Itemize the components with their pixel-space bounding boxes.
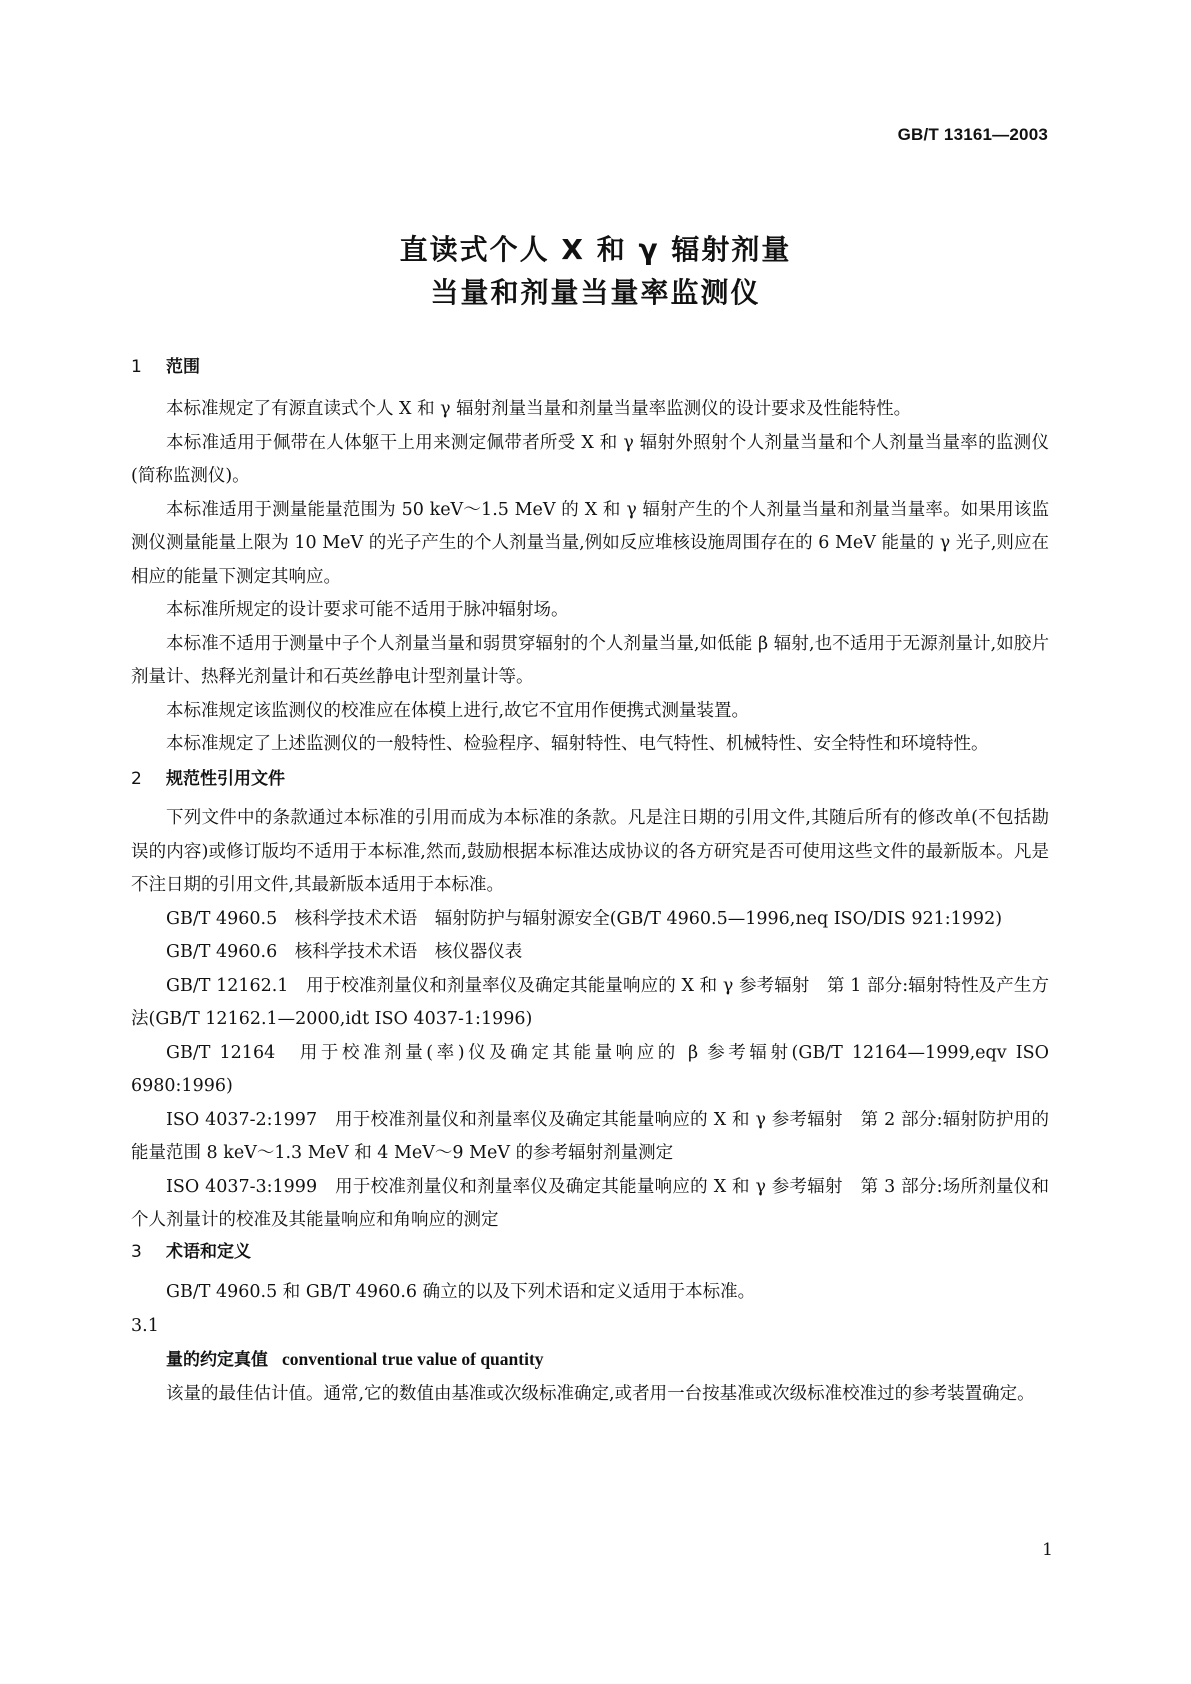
paragraph: 本标准适用于测量能量范围为 50 keV～1.5 MeV 的 X 和 γ 辐射产生的个人剂量当量和剂量当量率。如果用该监测仪测量能量上限为 10 MeV 的光子产生的个人剂量当量,例如反应堆核设施周围存在的 6 MeV 能量的 γ 光子,则应在相应的能量下测定其响应。 bbox=[131, 499, 1049, 587]
clause-number: 3.1 bbox=[131, 1315, 159, 1336]
document-title-line-2: 当量和剂量当量率监测仪 bbox=[430, 276, 761, 309]
term-definition: 该量的最佳估计值。通常,它的数值由基准或次级标准确定,或者用一台按基准或次级标准校准过的参考装置确定。 bbox=[166, 1383, 1035, 1404]
paragraph: 下列文件中的条款通过本标准的引用而成为本标准的条款。凡是注日期的引用文件,其随后所有的修改单(不包括勘误的内容)或修订版均不适用于本标准,然而,鼓励根据本标准达成协议的各方研究是否可使用这些文件的最新版本。凡是不注日期的引用文件,其最新版本适用于本标准。 bbox=[131, 808, 1049, 895]
section-2-heading bbox=[131, 764, 285, 789]
reference-item: GB/T 4960.5 核科学技术术语 辐射防护与辐射源安全(GB/T 4960.5—1996,neq ISO/DIS 921:1992) bbox=[166, 908, 1003, 929]
page-number: 1 bbox=[1042, 1540, 1053, 1560]
paragraph: 本标准不适用于测量中子个人剂量当量和弱贯穿辐射的个人剂量当量,如低能 β 辐射,也不适用于无源剂量计,如胶片剂量计、热释光剂量计和石英丝静电计型剂量计等。 bbox=[131, 633, 1049, 687]
section-title: 术语和定义 bbox=[166, 1242, 251, 1262]
section-number: 3 bbox=[131, 1242, 142, 1262]
document-title-line-1: 直读式个人 X 和 γ 辐射剂量 bbox=[399, 233, 792, 266]
section-3-body bbox=[131, 1276, 1049, 1411]
reference-item: GB/T 12162.1 用于校准剂量仪和剂量率仪及确定其能量响应的 X 和 γ 参考辐射 第 1 部分:辐射特性及产生方法(GB/T 12162.1—2000,idt ISO 4037-1:1996) bbox=[131, 975, 1049, 1029]
term-english: conventional true value of quantity bbox=[282, 1349, 544, 1369]
reference-item: GB/T 4960.6 核科学技术术语 核仪器仪表 bbox=[166, 942, 523, 962]
section-1-heading bbox=[131, 352, 200, 377]
section-title: 规范性引用文件 bbox=[166, 769, 285, 789]
section-number: 2 bbox=[131, 769, 142, 789]
section-3-heading bbox=[131, 1237, 251, 1262]
section-2-body bbox=[131, 802, 1049, 1238]
term-chinese: 量的约定真值 bbox=[166, 1350, 268, 1370]
reference-item: ISO 4037-2:1997 用于校准剂量仪和剂量率仪及确定其能量响应的 X 和 γ 参考辐射 第 2 部分:辐射防护用的能量范围 8 keV～1.3 MeV 和 4 MeV～9 MeV 的参考辐射剂量测定 bbox=[131, 1109, 1049, 1163]
standard-code: GB/T 13161—2003 bbox=[897, 125, 1048, 144]
paragraph: 本标准规定了有源直读式个人 X 和 γ 辐射剂量当量和剂量当量率监测仪的设计要求及性能特性。 bbox=[166, 399, 912, 419]
section-number: 1 bbox=[131, 357, 142, 377]
reference-item: GB/T 12164 用于校准剂量(率)仪及确定其能量响应的 β 参考辐射(GB/T 12164—1999,eqv ISO 6980:1996) bbox=[131, 1042, 1049, 1096]
paragraph: GB/T 4960.5 和 GB/T 4960.6 确立的以及下列术语和定义适用于本标准。 bbox=[166, 1282, 756, 1302]
section-1-body bbox=[131, 393, 1049, 762]
paragraph: 本标准所规定的设计要求可能不适用于脉冲辐射场。 bbox=[166, 600, 569, 620]
section-title: 范围 bbox=[166, 357, 200, 377]
paragraph: 本标准规定该监测仪的校准应在体模上进行,故它不宜用作便携式测量装置。 bbox=[166, 700, 750, 721]
paragraph: 本标准适用于佩带在人体躯干上用来测定佩带者所受 X 和 γ 辐射外照射个人剂量当量和个人剂量当量率的监测仪(简称监测仪)。 bbox=[131, 432, 1049, 486]
reference-item: ISO 4037-3:1999 用于校准剂量仪和剂量率仪及确定其能量响应的 X 和 γ 参考辐射 第 3 部分:场所剂量仪和个人剂量计的校准及其能量响应和角响应的测定 bbox=[131, 1176, 1049, 1230]
term-row bbox=[131, 1343, 1049, 1378]
paragraph: 本标准规定了上述监测仪的一般特性、检验程序、辐射特性、电气特性、机械特性、安全特性和环境特性。 bbox=[166, 734, 989, 754]
